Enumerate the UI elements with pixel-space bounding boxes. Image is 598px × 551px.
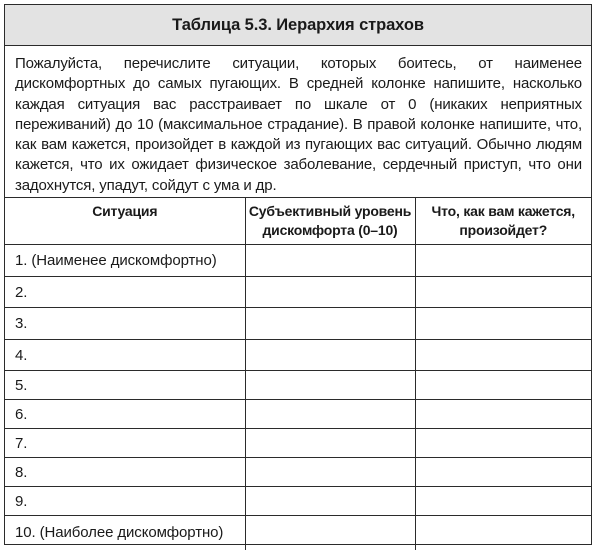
header-level-line1: Субъективный уровень	[248, 203, 412, 219]
outcome-cell	[415, 458, 591, 487]
situation-cell: 4.	[5, 340, 245, 371]
table-row	[5, 429, 591, 458]
discomfort-cell	[245, 429, 415, 458]
situation-cell: 3.	[5, 308, 245, 340]
discomfort-cell	[245, 371, 415, 400]
header-outcome-line1: Что, как вам кажется,	[431, 203, 575, 219]
outcome-cell	[415, 400, 591, 429]
situation-cell: 2.	[5, 277, 245, 308]
table-row	[5, 371, 591, 400]
discomfort-cell	[245, 245, 415, 277]
header-discomfort-level	[245, 198, 415, 245]
header-situation	[5, 198, 245, 245]
table-row	[5, 308, 591, 340]
table-row	[5, 277, 591, 308]
situation-cell: 1. (Наименее дискомфортно)	[5, 245, 245, 277]
outcome-cell	[415, 429, 591, 458]
discomfort-cell	[245, 458, 415, 487]
instructions-paragraph: Пожалуйста, перечислите ситуации, которых боитесь, от наименее дискомфортных до самых пугающих. В средней колонке напишите, насколько каждая ситуация вас расстраивает по шкале от 0 (никаких неприятных переживаний) до 10 (максимальное страдание). В правой колонке напишите, что, как вам кажется, произойдет в каждой из пугающих вас ситуаций. Обычно людям кажется, что их ожидает физическое заболевание, сердечный приступ, что они задохнутся, упадут, сойдут с ума и др.	[15, 55, 582, 194]
table-row	[5, 516, 591, 550]
situation-cell: 10. (Наиболее дискомфортно)	[5, 516, 245, 550]
discomfort-cell	[245, 400, 415, 429]
outcome-cell	[415, 487, 591, 516]
discomfort-cell	[245, 516, 415, 550]
situation-cell: 8.	[5, 458, 245, 487]
outcome-cell	[415, 277, 591, 308]
outcome-cell	[415, 371, 591, 400]
outcome-cell	[415, 340, 591, 371]
table-title: Таблица 5.3. Иерархия страхов	[5, 5, 591, 46]
header-level-line2: дискомфорта (0–10)	[262, 222, 398, 238]
table-row	[5, 245, 591, 277]
header-row	[5, 198, 591, 245]
table-row	[5, 340, 591, 371]
header-situation-label: Ситуация	[92, 203, 158, 219]
table-row	[5, 458, 591, 487]
fear-hierarchy-table	[4, 4, 592, 545]
situation-cell: 7.	[5, 429, 245, 458]
header-expected-outcome	[415, 198, 591, 245]
outcome-cell	[415, 308, 591, 340]
discomfort-cell	[245, 487, 415, 516]
situation-cell: 9.	[5, 487, 245, 516]
discomfort-cell	[245, 340, 415, 371]
situation-cell: 6.	[5, 400, 245, 429]
discomfort-cell	[245, 308, 415, 340]
table-row	[5, 487, 591, 516]
outcome-cell	[415, 516, 591, 550]
table-row	[5, 400, 591, 429]
fear-grid	[5, 197, 591, 550]
situation-cell: 5.	[5, 371, 245, 400]
discomfort-cell	[245, 277, 415, 308]
outcome-cell	[415, 245, 591, 277]
header-outcome-line2: произойдет?	[459, 222, 548, 238]
